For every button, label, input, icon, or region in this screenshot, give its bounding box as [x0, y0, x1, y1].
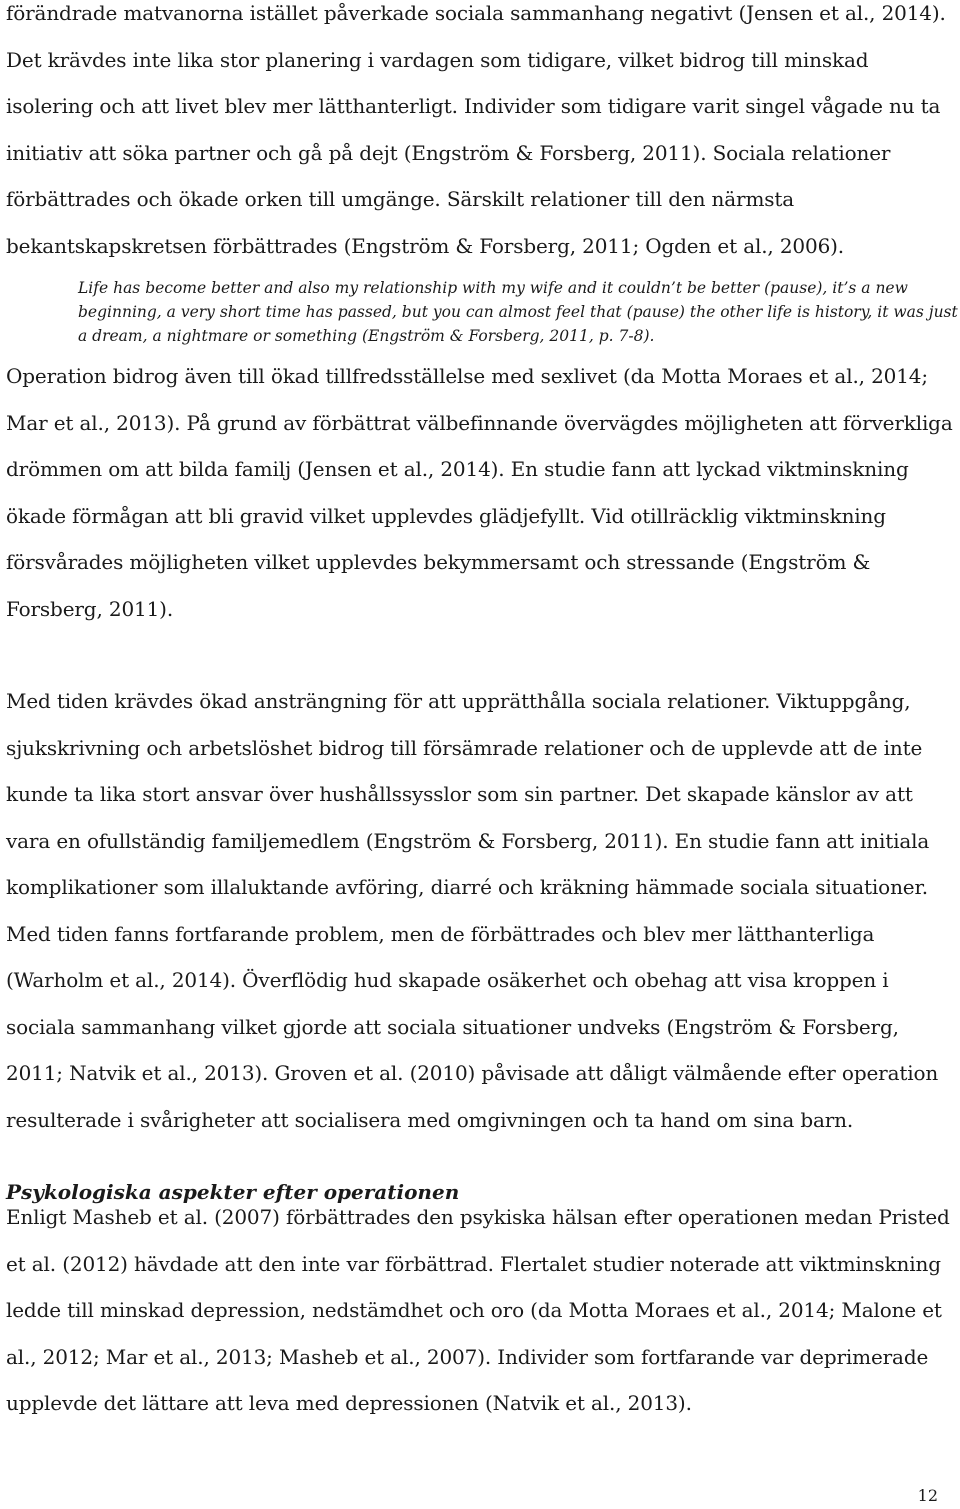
body-paragraph-1: förändrade matvanorna istället påverkade sociala sammanhang negativt (Jensen et al., 2014). Det krävdes inte lika stor planering i vardagen som tidigare, vilket bidrog till minskad isolering och att livet blev mer lätthanterligt. Individer som tidigare varit singel vågade nu ta initiativ att söka partner och gå på dejt (Engström & Forsberg, 2011). Sociala relationer förbättrades och ökade orken till umgänge. Särskilt relationer till den närmsta bekantskapskretsen förbättrades (Engström & Forsberg, 2011; Ogden et al., 2006).: [6, 1, 946, 258]
body-paragraph-2: Operation bidrog även till ökad tillfredsställelse med sexlivet (da Motta Moraes et al., 2014; Mar et al., 2013). På grund av förbättrat välbefinnande övervägdes möjligheten att förverkliga drömmen om att bilda familj (Jensen et al., 2014). En studie fann att lyckad viktminskning ökade förmågan att bli gravid vilket upplevdes glädjefyllt. Vid otillräcklig viktminskning försvårades möjligheten vilket upplevdes bekymmersamt och stressande (Engström & Forsberg, 2011).: [6, 364, 953, 621]
section-heading: Psykologiska aspekter efter operationen: [6, 1180, 460, 1204]
page-number: 12: [917, 1486, 938, 1505]
block-quote: Life has become better and also my relationship with my wife and it couldn’t be better (pause), it’s a new beginning, a very short time has passed, but you can almost feel that (pause) the other life is history, it was just a dream, a nightmare or something (Engström & Forsberg, 2011, p. 7-8).: [78, 279, 958, 345]
body-paragraph-4: Enligt Masheb et al. (2007) förbättrades den psykiska hälsan efter operationen medan Pristed et al. (2012) hävdade att den inte var förbättrad. Flertalet studier noterade att viktminskning ledde till minskad depression, nedstämdhet och oro (da Motta Moraes et al., 2014; Malone et al., 2012; Mar et al., 2013; Masheb et al., 2007). Individer som fortfarande var deprimerade upplevde det lättare att leva med depressionen (Natvik et al., 2013).: [6, 1205, 950, 1415]
document-page: [6, 0, 956, 1427]
body-paragraph-3: Med tiden krävdes ökad ansträngning för att upprätthålla sociala relationer. Viktuppgång, sjukskrivning och arbetslöshet bidrog till försämrade relationer och de upplevde att de inte kunde ta lika stort ansvar över hushållssysslor som sin partner. Det skapade känslor av att vara en ofullständig familjemedlem (Engström & Forsberg, 2011). En studie fann att initiala komplikationer som illaluktande avföring, diarré och kräkning hämmade sociala situationer. Med tiden fanns fortfarande problem, men de förbättrades och blev mer lätthanterliga (Warholm et al., 2014). Överflödig hud skapade osäkerhet och obehag att visa kroppen i sociala sammanhang vilket gjorde att sociala situationer undveks (Engström & Forsberg, 2011; Natvik et al., 2013). Groven et al. (2010) påvisade att dåligt välmående efter operation resulterade i svårigheter att socialisera med omgivningen och ta hand om sina barn.: [6, 689, 939, 1132]
